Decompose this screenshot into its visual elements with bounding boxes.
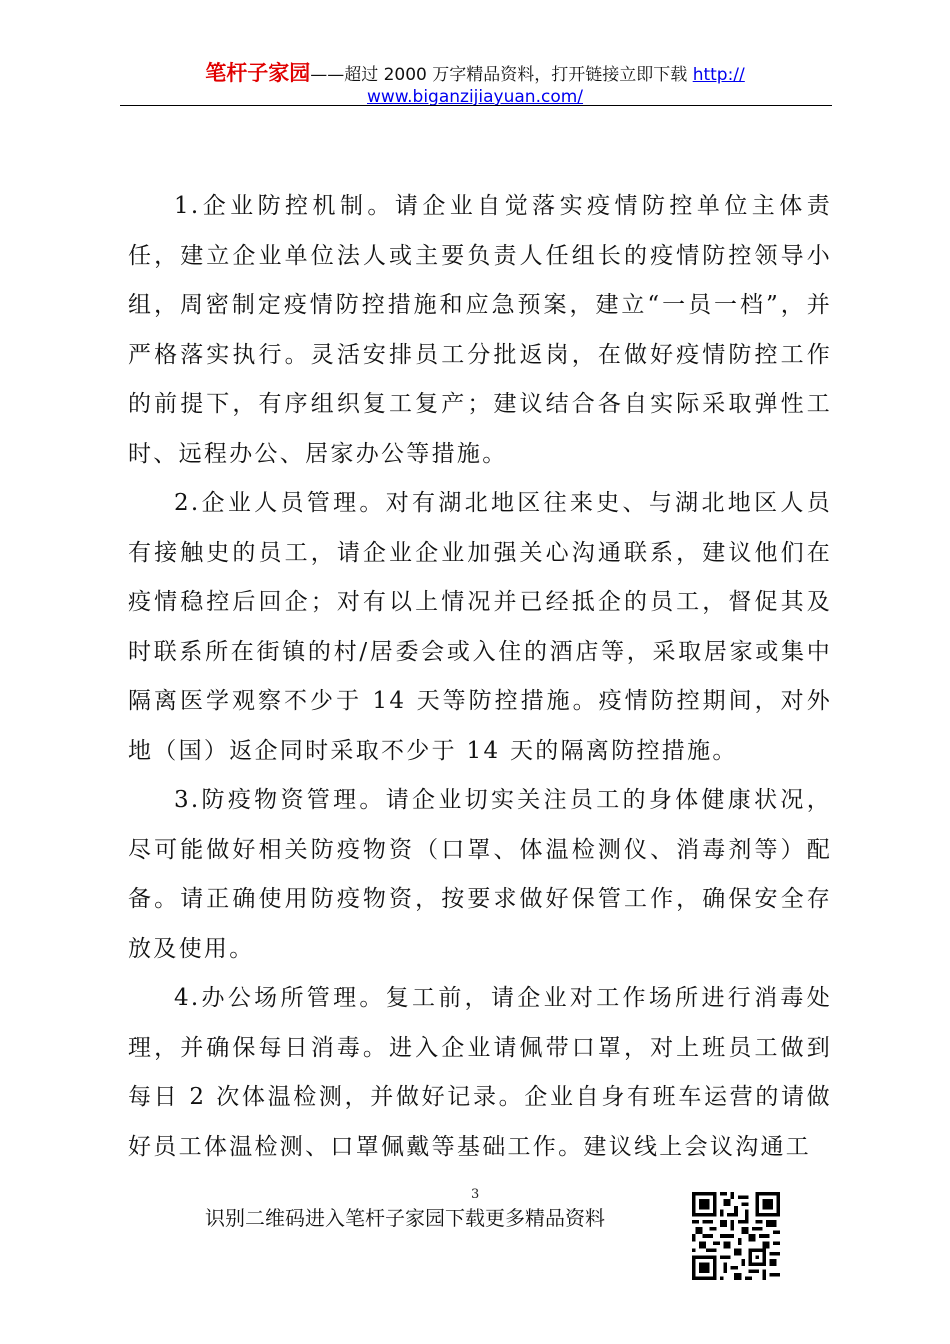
paragraph-3: 3.防疫物资管理。请企业切实关注员工的身体健康状况，尽可能做好相关防疫物资（口罩、体温检测仪、消毒剂等）配备。请正确使用防疫物资，按要求做好保管工作，确保安全存放及使用。 — [128, 787, 832, 962]
paragraph-2: 2.企业人员管理。对有湖北地区往来史、与湖北地区人员有接触史的员工，请企业企业加强关心沟通联系，建议他们在疫情稳控后回企；对有以上情况并已经抵企的员工，督促其及时联系所在街镇的村/居委会或入住的酒店等，采取居家或集中隔离医学观察不少于 14 天等防控措施。疫情防控期间，对外地（国）返企同时采取不少于 14 天的隔离防控措施。 — [128, 490, 832, 764]
page-number: 3 — [471, 1187, 480, 1202]
page-header — [120, 62, 830, 108]
header-link-url[interactable]: www.biganzijiayuan.com/ — [366, 87, 584, 107]
footer-promo-text: 识别二维码进入笔杆子家园下载更多精品资料 — [205, 1206, 605, 1230]
paragraph-1: 1.企业防控机制。请企业自觉落实疫情防控单位主体责任，建立企业单位法人或主要负责人任组长的疫情防控领导小组，周密制定疫情防控措施和应急预案，建立“一员一档”，并严格落实执行。灵活安排员工分批返岗，在做好疫情防控工作的前提下，有序组织复工复产；建议结合各自实际采取弹性工时、远程办公、居家办公等措施。 — [128, 193, 832, 467]
header-link-prefix[interactable]: http:// — [692, 65, 745, 85]
paragraph-4: 4.办公场所管理。复工前，请企业对工作场所进行消毒处理，并确保每日消毒。进入企业请佩带口罩，对上班员工做到每日 2 次体温检测，并做好记录。企业自身有班车运营的请做好员工体温检测、口罩佩戴等基础工作。建议线上会议沟通工 — [128, 985, 832, 1160]
brand-name: 笔杆子家园 — [205, 61, 311, 85]
header-tagline: ——超过 2000 万字精品资料，打开链接立即下载 — [310, 65, 693, 85]
qr-code-icon[interactable] — [692, 1192, 780, 1280]
document-body — [128, 182, 832, 1172]
header-divider — [120, 105, 832, 106]
